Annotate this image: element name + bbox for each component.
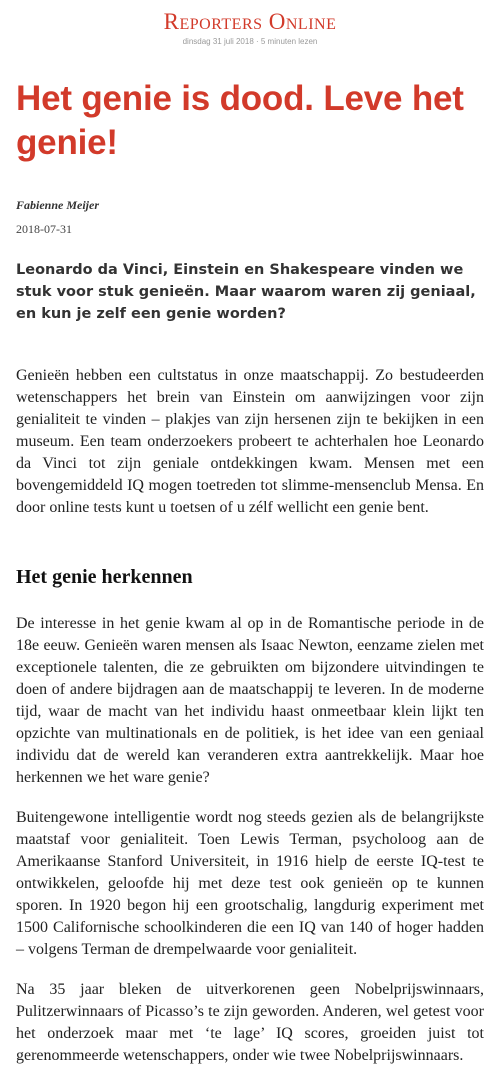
paragraph: Buitengewone intelligentie wordt nog steeds gezien als de belangrijkste maatstaf voor genialiteit. Toen Lewis Terman, psycholoog aan de Amerikaanse Stanford Universiteit, in 1916 hielp de eerste IQ-test te ontwikkelen, geloofde hij met deze test ook genieën op te kunnen sporen. In 1920 begon hij een grootschalig, langdurig experiment met 1500 Californische schoolkinderen die een IQ van 140 of hoger hadden – volgens Terman de drempelwaarde voor genialiteit.: [16, 809, 484, 958]
byline: [16, 197, 484, 237]
site-logo[interactable]: Reporters Online: [163, 9, 337, 34]
author-name: Fabienne Meijer: [16, 198, 99, 212]
paragraph: Na 35 jaar bleken de uitverkorenen geen Nobelprijswinnaars, Pulitzerwinnaars of Picasso’s te zijn geworden. Anderen, wel getest voor het onderzoek maar met ‘te lage’ IQ scores, groeiden juist tot gerenommeerde wetenschappers, onder wie twee Nobelprijswinnaars.: [16, 981, 484, 1064]
section-heading: Het genie herkennen: [16, 566, 193, 588]
article: [0, 77, 500, 1067]
article-lead: Leonardo da Vinci, Einstein en Shakespeare vinden we stuk voor stuk genieën. Maar waarom waren zij geniaal, en kun je zelf een genie worden?: [16, 262, 476, 322]
paragraph: De interesse in het genie kwam al op in de Romantische periode in de 18e eeuw. Genieën waren mensen als Isaac Newton, eenzame zielen met exceptionele talenten, die ze gebruikten om bijzondere uitvindingen te doen of andere bijdragen aan de maatschappij te leveren. In de moderne tijd, waar de macht van het individu haast onmeetbaar klein lijkt ten opzichte van multinationals en de politiek, is het idee van een geniaal individu dat de wereld kan veranderen extra aantrekkelijk. Maar hoe herkennen we het ware genie?: [16, 615, 484, 786]
site-header: [0, 0, 500, 47]
publish-date: 2018-07-31: [16, 222, 72, 236]
paragraph: Genieën hebben een cultstatus in onze maatschappij. Zo bestudeerden wetenschappers het brein van Einstein om aanwijzingen voor zijn genialiteit te vinden – plakjes van zijn hersenen zijn te bekijken in een museum. Een team onderzoekers probeert te achterhalen hoe Leonardo da Vinci tot zijn geniale ontdekkingen kwam. Mensen met een bovengemiddeld IQ mogen toetreden tot slimme-mensenclub Mensa. En door online tests kunt u toetsen of u zélf wellicht een genie bent.: [16, 367, 484, 516]
article-title: Het genie is dood. Leve het genie!: [16, 79, 464, 162]
article-meta: dinsdag 31 juli 2018 · 5 minuten lezen: [182, 37, 318, 46]
